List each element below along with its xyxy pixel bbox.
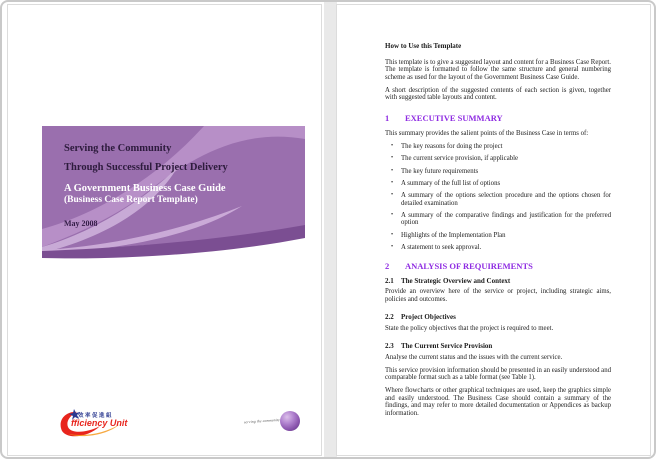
bullet-icon: • [391,155,394,162]
serving-community-script-label: serving the community [243,417,280,425]
section-2-heading [385,262,611,271]
subsection-number: 2.3 [385,342,394,351]
purple-globe-icon [280,411,300,431]
subsection-2-3-heading [385,342,611,350]
subsection-2-2-paragraph: State the policy objectives that the project is required to meet. [385,324,554,332]
bullet-icon: • [391,231,394,238]
cover-page [7,4,322,456]
bullet-icon: • [391,211,394,218]
list-item [391,168,611,176]
subsection-2-3-paragraph-3: Where flowcharts or other graphical techniques are used, keep the graphics simple and easily understood. The Business Case should contain a summary of the findings, and may refer to more detailed documentation or Appendices as backup information. [385,387,611,417]
bullet-icon: • [391,179,394,186]
subsection-2-1-paragraph: Provide an overview here of the service or project, including strategic aims, policies and outcomes. [385,288,611,303]
subsection-title: The Current Service Provision [401,342,493,351]
bullet-icon: • [391,167,394,174]
efficiency-unit-logo [54,405,134,439]
list-item [391,143,611,151]
bullet-icon: • [391,143,394,149]
bullet-text: A summary of the full list of options [401,179,501,187]
content-page [336,4,651,456]
serving-community-logo [244,409,302,437]
bullet-text: The key reasons for doing the project [401,143,503,150]
howto-paragraph-1: This template is to give a suggested layout and content for a Business Case Report. The template is formatted to follow the same structure and general numbering scheme as used for the layout of the Government Business Case Guide. [385,58,611,81]
content-body [337,5,650,455]
bullet-text: The current service provision, if applicable [401,155,519,163]
bullet-icon: • [391,244,394,251]
section-2-title: ANALYSIS OF REQUIREMENTS [405,260,533,271]
subsection-2-2-heading [385,313,611,321]
subsection-title: The Strategic Overview and Context [401,276,511,285]
list-item [391,155,611,163]
subsection-2-3-paragraph-1: Analyse the current status and the issues with the current service. [385,353,563,361]
section-1-lead: This summary provides the salient points of the Business Case in terms of: [385,129,589,137]
subsection-2-1-heading [385,277,611,285]
section-1-number: 1 [385,112,390,123]
bullet-text: The key future requirements [401,167,479,175]
bullet-text: A summary of the comparative findings and justification for the preferred option [401,211,611,227]
cover-title-line1: Serving the Community [64,143,172,154]
section-2-number: 2 [385,260,390,271]
cover-subtitle-line1: A Government Business Case Guide [64,183,226,194]
list-item [391,244,611,252]
list-item [391,192,611,207]
list-item [391,232,611,240]
efficiency-unit-chinese-label: 效率促進組 [78,413,114,419]
bullet-text: A summary of the options selection procedure and the options chosen for detailed examination [401,192,611,207]
bullet-text: A statement to seek approval. [401,244,482,252]
efficiency-unit-english-label: fficiency Unit [71,418,128,428]
cover-title-line2: Through Successful Project Delivery [64,162,228,173]
subsection-title: Project Objectives [401,313,456,322]
cover-banner [42,126,305,259]
section-1-heading [385,114,611,123]
executive-summary-bullet-list [391,143,611,252]
bullet-icon: • [391,192,394,199]
section-1-title: EXECUTIVE SUMMARY [405,112,503,123]
cover-date: May 2008 [64,219,98,228]
howto-paragraph-2: A short description of the suggested contents of each section is given, together with suggested table layouts and content. [385,86,611,101]
list-item [391,180,611,188]
bullet-text: Highlights of the Implementation Plan [401,231,506,239]
subsection-2-3-paragraph-2: This service provision information should be presented in an easily understood and comparable format such as a table format (see Table 1). [385,366,611,382]
subsection-number: 2.1 [385,276,394,285]
list-item [391,212,611,227]
subsection-number: 2.2 [385,313,394,322]
howto-heading: How to Use this Template [385,42,462,50]
cover-subtitle-line2: (Business Case Report Template) [64,195,198,205]
